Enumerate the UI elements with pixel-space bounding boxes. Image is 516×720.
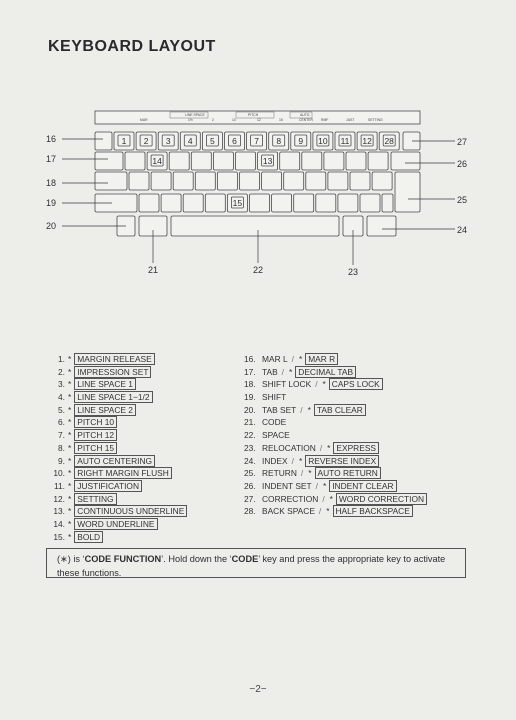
- panel-label: SETTING: [368, 118, 383, 122]
- legend-item: 11. * JUSTIFICATION: [52, 480, 238, 493]
- svg-text:9: 9: [298, 136, 304, 146]
- key-17: [95, 152, 123, 170]
- panel-label: CENTER: [299, 118, 313, 122]
- panel-label: 15: [279, 118, 283, 122]
- callout-20: 20: [46, 221, 57, 231]
- legend-item: 18. SHIFT LOCK / * CAPS LOCK: [244, 378, 474, 391]
- key-row4: [338, 194, 358, 212]
- legend-left: [52, 353, 238, 543]
- key-row3: [328, 172, 348, 190]
- page-title: KEYBOARD LAYOUT: [48, 38, 216, 55]
- key-row4-end: [382, 194, 393, 212]
- key-row2: [258, 152, 278, 170]
- legend-item: 16. MAR L / * MAR R: [244, 353, 474, 366]
- callout-25: 25: [457, 195, 468, 205]
- key-row3: [306, 172, 326, 190]
- legend-item: 25. RETURN / * AUTO RETURN: [244, 467, 474, 480]
- key-row2: [191, 152, 211, 170]
- key-9: [291, 132, 311, 150]
- key-26: [391, 152, 420, 170]
- key-row4: [294, 194, 314, 212]
- key-row4: [250, 194, 270, 212]
- panel-label: LINE SPACE: [185, 113, 205, 117]
- svg-text:11: 11: [340, 136, 350, 146]
- key-6: [225, 132, 245, 150]
- key-11: [335, 132, 355, 150]
- legend-item: 15. * BOLD: [52, 531, 238, 544]
- legend-item: 27. CORRECTION / * WORD CORRECTION: [244, 493, 474, 506]
- key-row2: [213, 152, 233, 170]
- key-row3: [195, 172, 215, 190]
- panel-label: MAR: [140, 118, 148, 122]
- callout-27: 27: [457, 137, 468, 147]
- legend-item: 22. SPACE: [244, 430, 290, 441]
- panel-label: 12: [257, 118, 261, 122]
- code-function-note: (∗) is ‘CODE FUNCTION’. Hold down the ‘CODE’ key and press the appropriate key to activate these functions.: [46, 548, 466, 578]
- callout-16: 16: [46, 134, 57, 144]
- legend-item: 3. * LINE SPACE 1: [52, 378, 238, 391]
- key-row2: [147, 152, 167, 170]
- callout-19: 19: [46, 198, 57, 208]
- panel-label: PITCH: [248, 113, 259, 117]
- svg-text:15: 15: [232, 198, 243, 208]
- key-10: [313, 132, 333, 150]
- key-row3: [284, 172, 304, 190]
- svg-text:13: 13: [262, 156, 273, 166]
- key-row4: [161, 194, 181, 212]
- legend-item: 8. * PITCH 15: [52, 442, 238, 455]
- svg-text:10: 10: [318, 136, 328, 146]
- svg-text:1: 1: [121, 136, 127, 146]
- legend-item: 9. * AUTO CENTERING: [52, 455, 238, 468]
- key-row3: [151, 172, 171, 190]
- panel-label: JUST: [346, 118, 355, 122]
- key-18: [95, 172, 127, 190]
- svg-text:28: 28: [384, 136, 394, 146]
- legend-item: 4. * LINE SPACE 1−1/2: [52, 391, 238, 404]
- key-row3: [240, 172, 260, 190]
- svg-text:14: 14: [152, 156, 162, 166]
- legend-item: 7. * PITCH 12: [52, 429, 238, 442]
- callout-23: 23: [347, 267, 359, 277]
- key-row2: [324, 152, 344, 170]
- key-row4: [205, 194, 225, 212]
- keyboard-diagram: [0, 100, 516, 290]
- legend-item: 13. * CONTINUOUS UNDERLINE: [52, 505, 238, 518]
- legend-item: 26. INDENT SET / * INDENT CLEAR: [244, 480, 474, 493]
- key-row3: [372, 172, 392, 190]
- svg-text:2: 2: [143, 136, 149, 146]
- legend-item: 6. * PITCH 10: [52, 416, 238, 429]
- key-8: [269, 132, 289, 150]
- key-25: [395, 172, 420, 212]
- legend-item: 21. CODE: [244, 417, 287, 428]
- callout-22: 22: [252, 265, 264, 275]
- key-3: [158, 132, 178, 150]
- key-row2: [280, 152, 300, 170]
- key-5: [202, 132, 222, 150]
- key-row3: [173, 172, 193, 190]
- legend-item: 24. INDEX / * REVERSE INDEX: [244, 455, 474, 468]
- legend-item: 23. RELOCATION / * EXPRESS: [244, 442, 474, 455]
- legend-item: 12. * SETTING: [52, 493, 238, 506]
- key-row2: [236, 152, 256, 170]
- key-24: [367, 216, 396, 236]
- legend-item: 17. TAB / * DECIMAL TAB: [244, 366, 474, 379]
- legend-item: 10. * RIGHT MARGIN FLUSH: [52, 467, 238, 480]
- callout-18: 18: [46, 178, 57, 188]
- svg-text:6: 6: [232, 136, 237, 146]
- key-row2: [368, 152, 388, 170]
- key-row2: [169, 152, 189, 170]
- key-row2: [302, 152, 322, 170]
- key-16: [95, 132, 112, 150]
- callout-17: 17: [46, 154, 57, 164]
- key-row3: [350, 172, 370, 190]
- key-row2: [125, 152, 145, 170]
- svg-text:7: 7: [254, 136, 259, 146]
- svg-text:3: 3: [165, 136, 171, 146]
- panel-label: 1½: [188, 118, 193, 122]
- legend-right: [244, 353, 474, 518]
- key-1: [114, 132, 134, 150]
- legend-item: 28. BACK SPACE / * HALF BACKSPACE: [244, 505, 474, 518]
- key-22: [171, 216, 339, 236]
- key-row4: [316, 194, 336, 212]
- legend-item: 5. * LINE SPACE 2: [52, 404, 238, 417]
- key-row4: [272, 194, 292, 212]
- key-row4: [183, 194, 203, 212]
- key-12: [357, 132, 377, 150]
- panel-label: RMF: [321, 118, 329, 122]
- callout-26: 26: [457, 159, 468, 169]
- svg-text:4: 4: [187, 136, 193, 146]
- svg-text:8: 8: [276, 136, 282, 146]
- page-number: −2−: [249, 684, 267, 695]
- legend-item: 1. * MARGIN RELEASE: [52, 353, 238, 366]
- key-row4: [227, 194, 247, 212]
- legend-item: 19. SHIFT: [244, 392, 287, 403]
- key-4: [180, 132, 200, 150]
- key-row3: [262, 172, 282, 190]
- key-28: [379, 132, 399, 150]
- callout-21: 21: [147, 265, 159, 275]
- legend-item: 14. * WORD UNDERLINE: [52, 518, 238, 531]
- key-2: [136, 132, 156, 150]
- panel-label: 2: [212, 118, 214, 122]
- key-row4: [360, 194, 380, 212]
- legend-item: 2. * IMPRESSION SET: [52, 366, 238, 379]
- key-row2: [346, 152, 366, 170]
- legend-item: 20. TAB SET / * TAB CLEAR: [244, 404, 474, 417]
- key-row3: [217, 172, 237, 190]
- key-7: [247, 132, 267, 150]
- callout-24: 24: [457, 225, 468, 235]
- key-row4: [139, 194, 159, 212]
- svg-text:12: 12: [362, 136, 372, 146]
- key-row3: [129, 172, 149, 190]
- panel-label: 10: [232, 118, 236, 122]
- svg-text:5: 5: [210, 136, 215, 146]
- panel-label: AUTO: [300, 113, 310, 117]
